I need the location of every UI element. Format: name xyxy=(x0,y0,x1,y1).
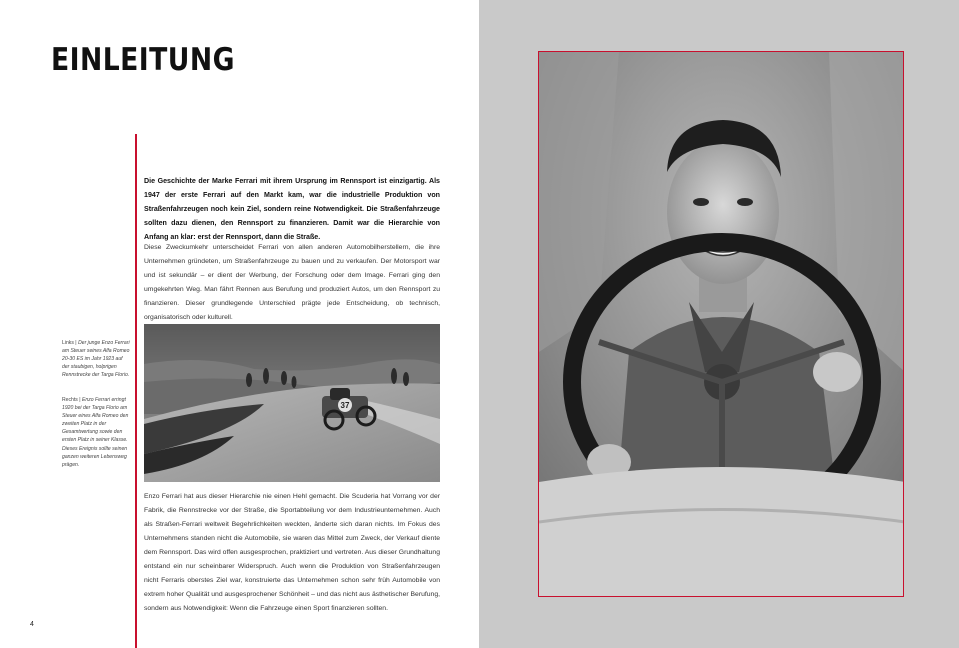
intro-paragraph: Die Geschichte der Marke Ferrari mit ihrem Ursprung im Rennsport ist einzigartig. Als 1947 der erste Ferrari auf den Markt kam, war die industrielle Produktion von Straßenfahrzeugen noch kein Ziel, sondern reine Notwendigkeit. Die Straßenfahrzeuge sollten dazu dienen, den Rennsport zu finanzieren. Damit war die Hierarchie von Anfang an klar: erst der Rennsport, dann die Straße. xyxy=(144,177,440,241)
caption-left-text: Der junge Enzo Ferrari am Steuer seines Alfa Romeo 20-30 ES im Jahr 1923 auf der staubigen, holprigen Rennstrecke der Targa Florio. xyxy=(62,340,130,379)
caption-left xyxy=(62,339,130,379)
page-title: EINLEITUNG xyxy=(51,42,235,78)
race-photo-graphic xyxy=(144,324,440,482)
caption-right-tag: Rechts | xyxy=(62,397,81,403)
race-car-number: 37 xyxy=(340,401,350,410)
portrait-graphic xyxy=(539,52,904,597)
race-photo xyxy=(144,324,440,482)
caption-right xyxy=(62,396,130,469)
red-vertical-rule xyxy=(135,134,137,648)
portrait-photo xyxy=(538,51,904,597)
page-number: 4 xyxy=(30,621,34,628)
caption-left-tag: Links | xyxy=(62,340,77,346)
caption-right-text: Enzo Ferrari erringt 1920 bei der Targa Florio am Steuer eines Alfa Romeo den zweiten Platz in der Gesamtwertung sowie den ersten Platz in seiner Klasse. Dieses Ereignis sollte seinen ganzen weiteren Lebensweg prägen. xyxy=(62,397,129,468)
body-paragraph-1: Diese Zweckumkehr unterscheidet Ferrari von allen anderen Automobilherstellern, die ihre Unternehmen gründeten, um Straßenfahrzeuge zu bauen und zu verkaufen. Der Motorsport war und ist sekundär – er dient der Werbung, der Forschung oder dem Image. Ferrari ging den umgekehrten Weg. Man fährt Rennen aus Berufung und produziert Autos, um den Rennsport zu finanzieren. Dieser grundlegende Unterschied prägte jede Entscheidung, ob technisch, organisatorisch oder kulturell. xyxy=(144,244,440,321)
body-paragraph-2: Enzo Ferrari hat aus dieser Hierarchie nie einen Hehl gemacht. Die Scuderia hat Vorrang vor der Fabrik, die Rennstrecke vor der Straße, die Sportabteilung vor dem Industrieunternehmen. Auch als Straßen-Ferrari weltweit Begehrlichkeiten weckten, änderte sich daran nichts. Im Fokus des Unternehmens standen nicht die Automobile, sie waren das Mittel zum Zweck, der Verkauf diente dem Rennsport. Das wird offen ausgesprochen, praktiziert und vertreten. Aus dieser Grundhaltung entstand ein nur scheinbarer Widerspruch. Auch wenn die Produktion von Straßenfahrzeugen nicht Ferraris oberstes Ziel war, konstruierte das Unternehmen schon sehr früh Automobile von extrem hoher Qualität und ausgesprochener Schönheit – und das nicht aus ästhetischer Berufung, sondern aus Notwendigkeit: Wenn die Fahrzeuge einen Sport finanzieren sollten. xyxy=(144,493,440,612)
